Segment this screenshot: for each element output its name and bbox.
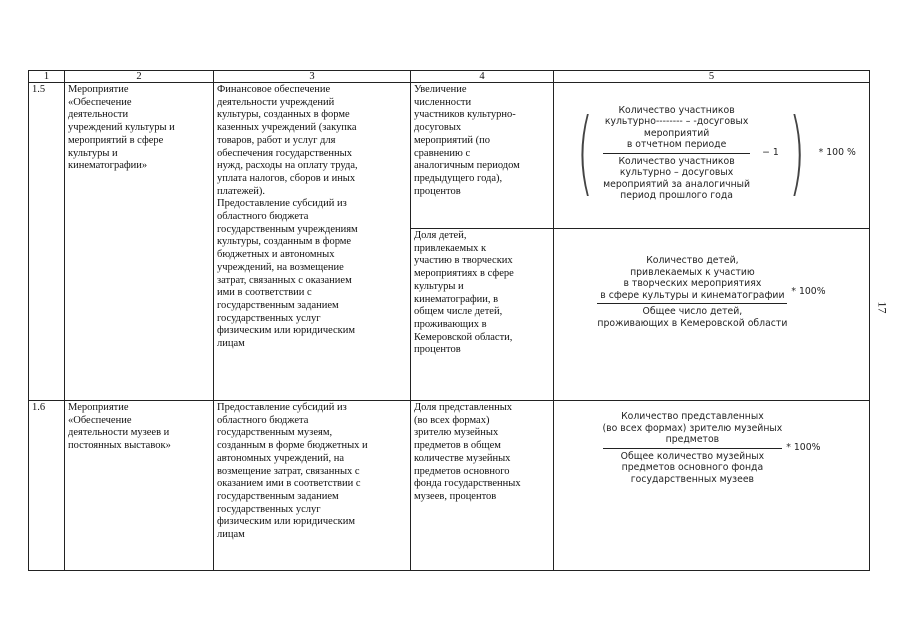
event-cell bbox=[65, 83, 214, 401]
formula-numerator: Количество представленных (во всех формах) зрителю музейных предметов bbox=[602, 411, 783, 445]
event-text: Мероприятие «Обеспечение деятельности музеев и постоянных выставок» bbox=[68, 402, 171, 452]
funding-cell bbox=[214, 83, 411, 401]
column-header: 3 bbox=[214, 71, 411, 83]
indicator-cell bbox=[411, 401, 554, 571]
formula-denominator: Общее число детей, проживающих в Кемеровской области bbox=[597, 306, 788, 329]
fraction-bar bbox=[603, 448, 783, 449]
formula-cell bbox=[554, 401, 870, 571]
row-number: 1.6 bbox=[29, 401, 65, 571]
indicators-table bbox=[28, 70, 870, 571]
left-paren-icon: ( bbox=[577, 99, 594, 206]
event-text: Мероприятие «Обеспечение деятельности учреждений культуры и мероприятий в сфере культуры и кинематографии» bbox=[68, 84, 175, 172]
fraction bbox=[603, 105, 750, 202]
indicator-cell bbox=[411, 83, 554, 229]
fraction bbox=[603, 411, 783, 485]
page-number: 17 bbox=[875, 301, 890, 314]
table-row bbox=[29, 83, 870, 229]
formula-multiplier: * 100% bbox=[791, 286, 826, 298]
formula-children bbox=[557, 230, 866, 352]
funding-cell bbox=[214, 401, 411, 571]
funding-text: Предоставление субсидий из областного бюджета государственным музеям, созданным в форме бюджетных и автономных учреждений, на возмещение затрат, связанных с оказанием ими в соответствии с государственным заданием государственных услуг физическим или юридическим лицам bbox=[217, 402, 368, 541]
fraction bbox=[597, 255, 787, 329]
formula-multiplier: * 100% bbox=[786, 442, 821, 454]
formula-participants bbox=[557, 84, 866, 222]
formula-multiplier: * 100 % bbox=[818, 147, 856, 159]
fraction-bar bbox=[603, 153, 750, 154]
formula-museum bbox=[557, 402, 866, 494]
column-header: 1 bbox=[29, 71, 65, 83]
indicator-text-2: Доля детей, привлекаемых к участию в творческих мероприятиях в сфере культуры и кинематографии, в общем числе детей, проживающих в Кемеровской области, процентов bbox=[414, 230, 514, 356]
indicator-text: Доля представленных (во всех формах) зрителю музейных предметов в общем количестве музейных предметов основного фонда государственных музеев, процентов bbox=[414, 402, 521, 502]
formula-cell bbox=[554, 229, 870, 401]
formula-denominator: Количество участников культурно – досуговых мероприятий за аналогичный период прошлого года bbox=[603, 155, 751, 201]
column-header: 2 bbox=[65, 71, 214, 83]
formula-denominator: Общее количество музейных предметов основного фонда государственных музеев bbox=[620, 450, 765, 485]
row-number: 1.5 bbox=[29, 83, 65, 401]
funding-text-1: Финансовое обеспечение деятельности учреждений культуры, созданных в форме казенных учреждений (закупка товаров, работ и услуг для обеспечения государственных нужд, расходы на оплату труда, уплата налогов, сборов и иных платежей). bbox=[217, 84, 358, 197]
formula-minus-one: − 1 bbox=[762, 147, 779, 159]
table-row bbox=[29, 401, 870, 571]
right-paren-icon: ) bbox=[788, 99, 805, 206]
fraction-bar bbox=[597, 303, 787, 304]
formula-cell bbox=[554, 83, 870, 229]
indicator-cell bbox=[411, 229, 554, 401]
formula-numerator: Количество детей, привлекаемых к участию в творческих мероприятиях в сфере культуры и кинематографии bbox=[600, 255, 785, 301]
table-header-row bbox=[29, 71, 870, 83]
funding-text-2: Предоставление субсидий из областного бюджета государственным учреждениям культуры, созданным в форме бюджетных и автономных учреждений, на возмещение затрат, связанных с оказанием ими в соответствии с государственным заданием государственных услуг физическим или юридическим лицам bbox=[217, 198, 358, 350]
event-cell bbox=[65, 401, 214, 571]
column-header: 4 bbox=[411, 71, 554, 83]
column-header: 5 bbox=[554, 71, 870, 83]
indicator-text-1: Увеличение численности участников культурно- досуговых мероприятий (по сравнению с аналогичным периодом предыдущего года), процентов bbox=[414, 84, 520, 197]
formula-numerator: Количество участников культурно-------- – -досуговых мероприятий в отчетном периоде bbox=[604, 104, 749, 150]
